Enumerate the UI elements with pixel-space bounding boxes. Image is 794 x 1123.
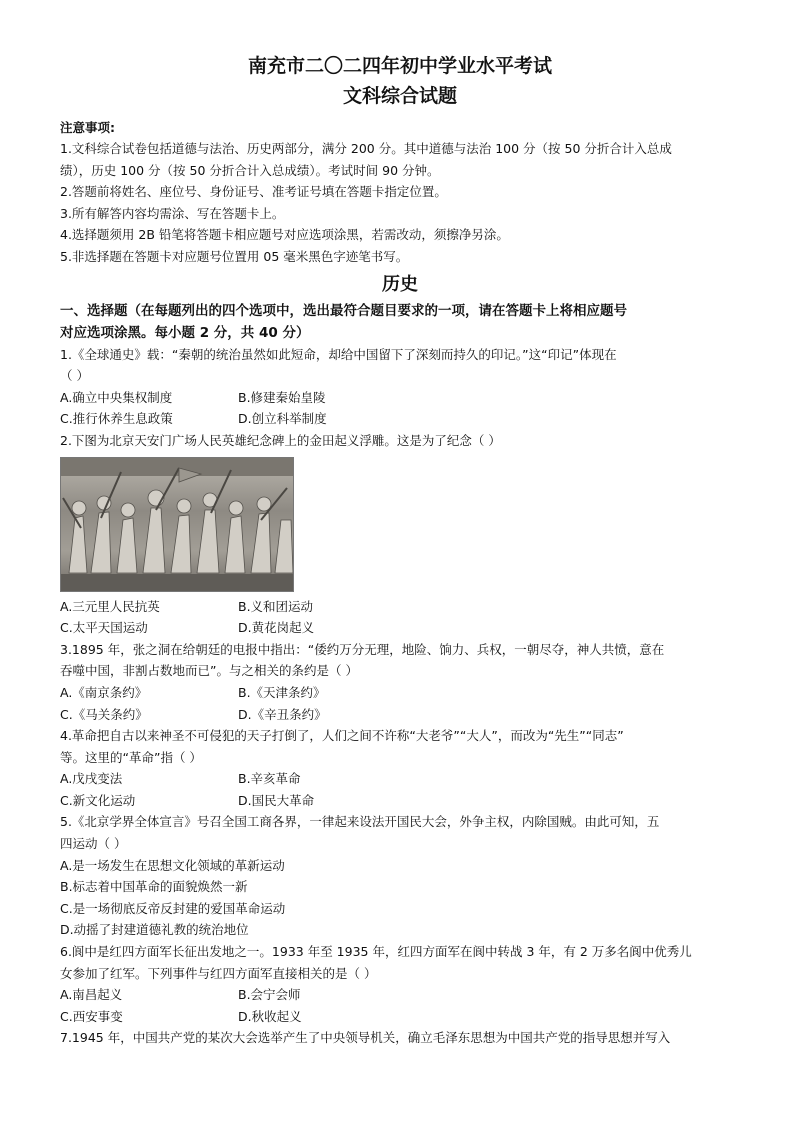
- part-instructions: 对应选项涂黑。每小题 2 分，共 40 分）: [60, 324, 310, 341]
- notes-line: 4.选择题须用 2B 铅笔将答题卡相应题号对应选项涂黑，若需改动，须擦净另涂。: [60, 227, 509, 243]
- option-d: D.黄花岗起义: [238, 620, 315, 636]
- question-5-stem: 5.《北京学界全体宣言》号召全国工商各界，一律起来设法开国民大会，外争主权，内除国贼。由此可知，五: [60, 814, 660, 830]
- option-d: D.创立科举制度: [238, 411, 327, 427]
- question-2-stem: 2.下图为北京天安门广场人民英雄纪念碑上的金田起义浮雕。这是为了纪念（ ）: [60, 432, 501, 448]
- option-d: D.国民大革命: [238, 792, 315, 808]
- option-a: A.确立中央集权制度: [60, 389, 173, 405]
- notes-line: 5.非选择题在答题卡对应题号位置用 05 毫米黑色字迹笔书写。: [60, 248, 409, 264]
- question-1-stem: 1.《全球通史》载：“秦朝的统治虽然如此短命，却给中国留下了深刻而持久的印记。”这“印记”体现在: [60, 346, 617, 362]
- option-b: B.义和团运动: [238, 598, 314, 614]
- option-d: D.《辛丑条约》: [238, 706, 327, 722]
- subject-heading: 历史: [382, 273, 418, 295]
- question-3-stem: 3.1895 年，张之洞在给朝廷的电报中指出：“倭约万分无理，地险、饷力、兵权，一朝尽夺，神人共愤，意在: [60, 641, 665, 657]
- notes-line: 1.文科综合试卷包括道德与法治、历史两部分，满分 200 分。其中道德与法治 100 分（按 50 分折合计入总成: [60, 141, 672, 156]
- jintian-uprising-relief-image: [60, 457, 294, 592]
- question-3-stem: 吞噬中国，非割占数地而已”。与之相关的条约是（ ）: [60, 663, 358, 679]
- notes-heading: 注意事项:: [60, 120, 115, 135]
- option-a: A.三元里人民抗英: [60, 598, 160, 614]
- exam-subtitle: 文科综合试题: [342, 85, 457, 107]
- option-b: B.辛亥革命: [238, 771, 301, 787]
- option-c: C.《马关条约》: [60, 706, 148, 722]
- option-a: A.《南京条约》: [60, 684, 148, 700]
- question-6-stem: 6.阆中是红四方面军长征出发地之一。1933 年至 1935 年，红四方面军在阆中转战 3 年，有 2 万多名阆中优秀儿: [60, 944, 692, 960]
- relief-figures-graphic: [61, 458, 293, 591]
- option-a: A.是一场发生在思想文化领域的革新运动: [60, 857, 285, 873]
- option-d: D.动摇了封建道德礼教的统治地位: [60, 922, 249, 938]
- option-d: D.秋收起义: [238, 1008, 302, 1024]
- option-b: B.会宁会师: [238, 987, 301, 1003]
- option-a: A.戊戌变法: [60, 771, 123, 787]
- question-1-stem: （ ）: [60, 368, 89, 384]
- notes-line: 3.所有解答内容均需涂、写在答题卡上。: [60, 205, 285, 221]
- option-c: C.西安事变: [60, 1008, 123, 1024]
- notes-line: 2.答题前将姓名、座位号、身份证号、准考证号填在答题卡指定位置。: [60, 184, 447, 200]
- option-b: B.《天津条约》: [238, 684, 326, 700]
- question-7-stem: 7.1945 年，中国共产党的某次大会选举产生了中央领导机关，确立毛泽东思想为中国共产党的指导思想并写入: [60, 1030, 671, 1046]
- question-4-stem: 4.革命把自古以来神圣不可侵犯的天子打倒了，人们之间不许称“大老爷”“大人”，而改为“先生”“同志”: [60, 728, 624, 744]
- option-b: B.修建秦始皇陵: [238, 389, 326, 405]
- part-instructions: 一、选择题（在每题列出的四个选项中，选出最符合题目要求的一项，请在答题卡上将相应题号: [60, 302, 627, 319]
- option-c: C.推行休养生息政策: [60, 411, 173, 427]
- option-a: A.南昌起义: [60, 987, 123, 1003]
- option-c: C.太平天国运动: [60, 620, 148, 636]
- notes-line: 绩），历史 100 分（按 50 分折合计入总成绩）。考试时间 90 分钟。: [60, 162, 440, 178]
- option-c: C.是一场彻底反帝反封建的爱国革命运动: [60, 900, 286, 916]
- question-4-stem: 等。这里的“革命”指（ ）: [60, 749, 202, 765]
- exam-page: [60, 52, 740, 1049]
- question-6-stem: 女参加了红军。下列事件与红四方面军直接相关的是（ ）: [60, 965, 377, 981]
- option-b: B.标志着中国革命的面貌焕然一新: [60, 879, 248, 895]
- exam-title: 南充市二〇二四年初中学业水平考试: [247, 55, 552, 77]
- option-c: C.新文化运动: [60, 792, 136, 808]
- question-5-stem: 四运动（ ）: [60, 836, 127, 852]
